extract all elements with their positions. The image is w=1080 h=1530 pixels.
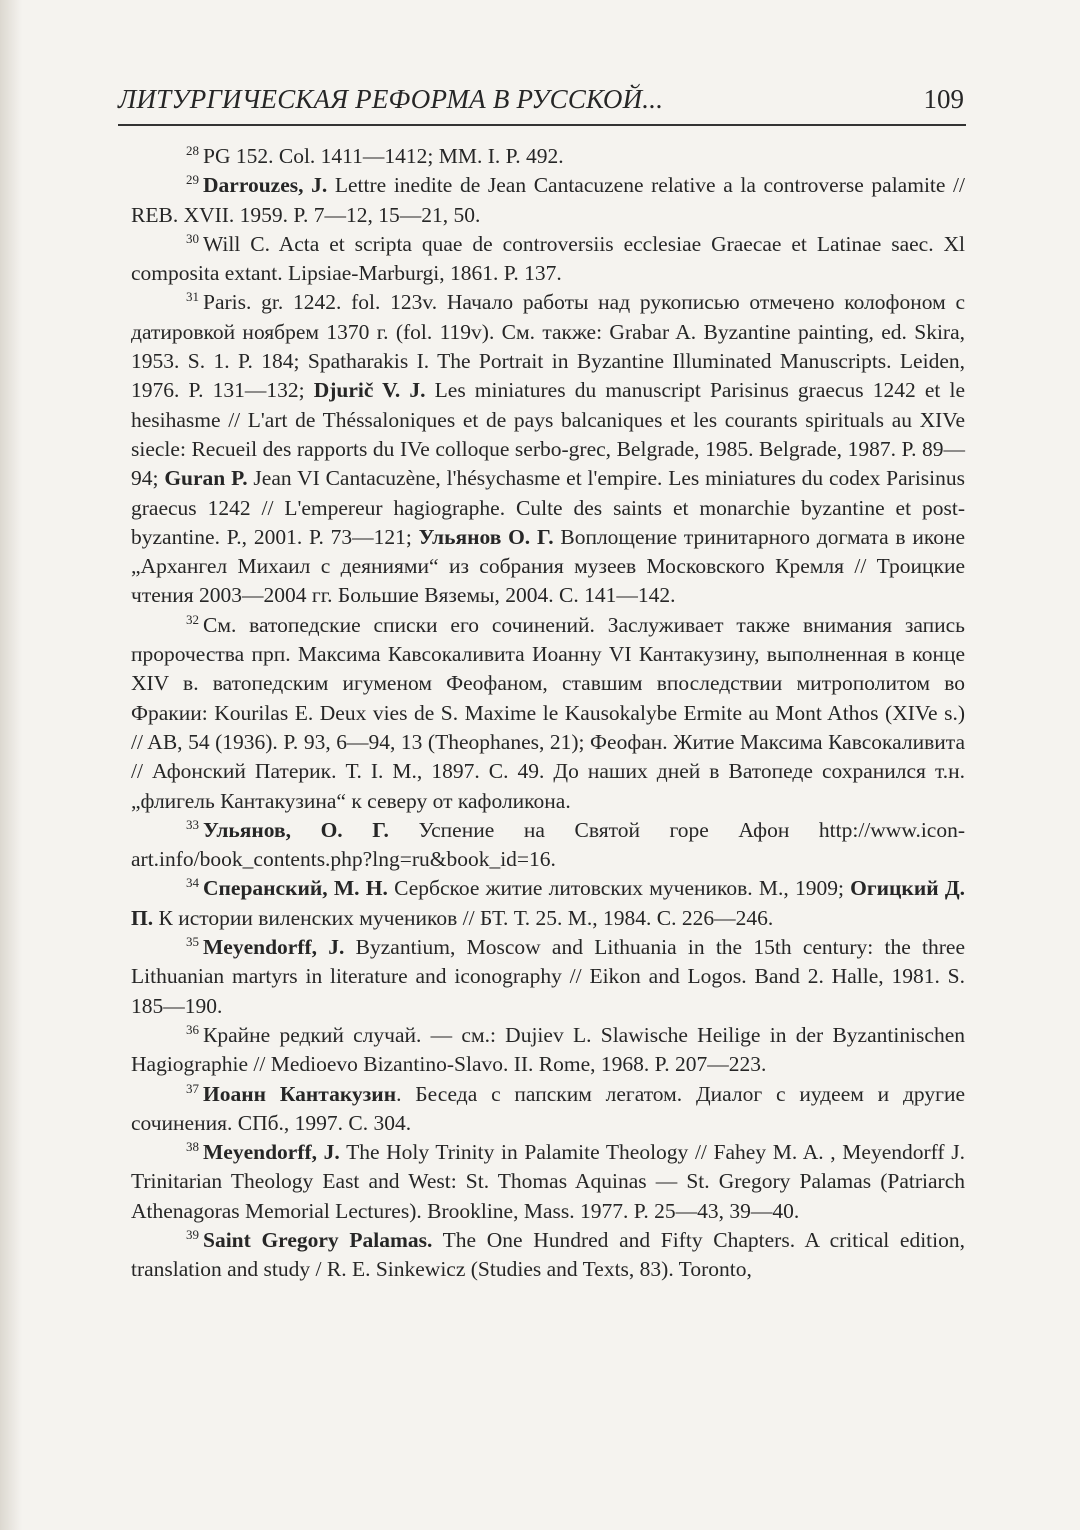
footnote-number: 34 (186, 875, 199, 891)
footnote-text: Les miniatures du manuscript Parisinus graecus 1242 et le hesihasme // L'art de Théssaloniques et de pays balcaniques et les courants spirituals au XIVe siecle: Recueil des rapports du IVe colloque serbo-grec, Belgrade, 1985. Belgrade, 1987. P. 89—94; (131, 378, 965, 491)
footnote-text: Крайне редкий случай. — см.: Dujiev L. Slawische Heilige in der Byzantinischen Hagiographie // Medioevo Bizantino-Slavo. II. Rome, 1968. P. 207—223. (131, 1022, 965, 1077)
footnote-author: Meyendorff, J. (203, 1140, 340, 1165)
footnote-author: Guran P. (164, 466, 248, 491)
footnotes-section (131, 142, 965, 1285)
footnote-text: . Беседа с папским легатом. Диалог с иудеем и другие сочинения. СПб., 1997. С. 304. (131, 1081, 966, 1135)
footnote-author: Meyendorff, J. (203, 935, 345, 960)
footnote-number: 38 (186, 1139, 199, 1155)
running-header (118, 78, 966, 126)
footnote-text: Воплощение тринитарного догмата в иконе „Архангел Михаил с деяниями“ из собрания музеев Московского Кремля // Троицкие чтения 2003—2004 гг. Большие Вяземы, 2004. С. 141—142. (131, 524, 965, 608)
footnote-number: 30 (186, 230, 199, 246)
footnote-text: Сербское житие литовских мучеников. М., 1909; (387, 876, 851, 901)
footnote-36 (131, 1021, 965, 1080)
footnote-author: Сперанский, М. Н. (203, 876, 388, 901)
footnote-author: Иоанн Кантакузин (203, 1081, 397, 1106)
footnote-text: К истории виленских мучеников // БТ. Т. 25. М., 1984. С. 226—246. (153, 905, 774, 930)
footnote-29 (131, 171, 965, 230)
footnote-number: 28 (186, 143, 199, 158)
footnote-number: 33 (186, 816, 199, 832)
footnote-author: Djurič V. J. (313, 378, 426, 403)
footnote-32 (131, 611, 965, 816)
footnote-text: Lettre inedite de Jean Cantacuzene relative a la controverse palamite // REB. XVII. 1959. P. 7—12, 15—21, 50. (131, 173, 966, 227)
footnote-number: 31 (186, 289, 199, 305)
footnote-text: Will C. Acta et scripta quae de controversiis ecclesiae Graecae et Latinae saec. Xl composita extant. Lipsiae-Marburgi, 1861. P. 137. (131, 231, 965, 286)
footnote-text: The Holy Trinity in Palamite Theology // Fahey M. A. , Meyendorff J. Trinitarian Theology East and West: St. Thomas Aquinas — St. Gregory Palamas (Patriarch Athenagoras Memorial Lectures). Brookline, Mass. 1977. P. 25—43, 39—40. (131, 1140, 965, 1223)
footnote-text: Paris. gr. 1242. fol. 123v. Начало работы над рукописью отмечено колофоном с датировкой ноябрем 1370 г. (fol. 119v). См. также: Grabar A. Byzantine painting, ed. Skira, 1953. S. 1. P. 184; Spatharakis I. The Portrait in Byzantine Illuminated Manuscripts. Leiden, 1976. P. 131—132; (131, 290, 965, 403)
footnote-text: PG 152. Col. 1411—1412; MM. I. P. 492. (203, 144, 564, 168)
footnote-number: 37 (186, 1080, 199, 1096)
footnote-author: Ульянов, О. Г. (203, 817, 389, 842)
footnote-38 (131, 1138, 965, 1226)
footnote-text: Jean VI Cantacuzène, l'hésychasme et l'empire. Les miniatures du codex Parisinus graecus 1242 // L'empereur hagiographe. Culte des saints et monarchie byzantine et post-byzantine. P., 2001. P. 73—121; (131, 466, 966, 549)
footnote-37 (131, 1080, 965, 1139)
footnote-35 (131, 933, 965, 1021)
footnote-author: Ульянов О. Г. (418, 524, 554, 549)
footnote-28 (131, 142, 965, 171)
footnote-30 (131, 230, 965, 289)
footnote-author: Darrouzes, J. (203, 173, 328, 198)
footnote-number: 35 (186, 934, 199, 950)
footnote-text: Успение на Святой горе Афон http://www.icon-art.info/book_contents.php?lng=ru&book_id=16. (131, 817, 966, 872)
footnote-author: Saint Gregory Palamas. (203, 1227, 433, 1252)
footnote-author: Огицкий Д. П. (131, 876, 965, 930)
page-binding-shadow (0, 0, 22, 1530)
footnote-number: 36 (186, 1021, 199, 1037)
page-number: 109 (923, 84, 964, 114)
footnote-text: Byzantium, Moscow and Lithuania in the 15th century: the three Lithuanian martyrs in literature and iconography // Eikon and Logos. Band 2. Halle, 1981. S. 185—190. (131, 935, 965, 1018)
footnote-text: См. ватопедские списки его сочинений. Заслуживает также внимания запись пророчества прп. Максима Кавсокаливита Иоанну VI Кантакузину, выполненная в конце XIV в. ватопедским игуменом Феофаном, ставшим впоследствии митрополитом во Фракии: Kourilas E. Deux vies de S. Maxime le Kausokalybe Ermite au Mont Athos (XIVe s.) // AB, 54 (1936). P. 93, 6—94, 13 (Theophanes, 21); Феофан. Житие Максима Кавсокаливита // Афонский Патерик. Т. I. М., 1897. С. 49. До наших дней в Ватопеде сохранился т.н. „флигель Кантакузина“ к северу от кафоликона. (131, 612, 965, 813)
footnote-39 (131, 1226, 965, 1285)
footnote-number: 39 (186, 1226, 199, 1242)
footnote-34 (131, 874, 965, 933)
footnote-number: 32 (186, 611, 199, 627)
footnote-text: The One Hundred and Fifty Chapters. A critical edition, translation and study / R. E. Sinkewicz (Studies and Texts, 83). Toronto, (131, 1227, 965, 1282)
footnote-31 (131, 288, 965, 610)
footnote-number: 29 (186, 172, 199, 188)
footnote-33 (131, 816, 965, 875)
running-title: ЛИТУРГИЧЕСКАЯ РЕФОРМА В РУССКОЙ... (118, 84, 664, 114)
